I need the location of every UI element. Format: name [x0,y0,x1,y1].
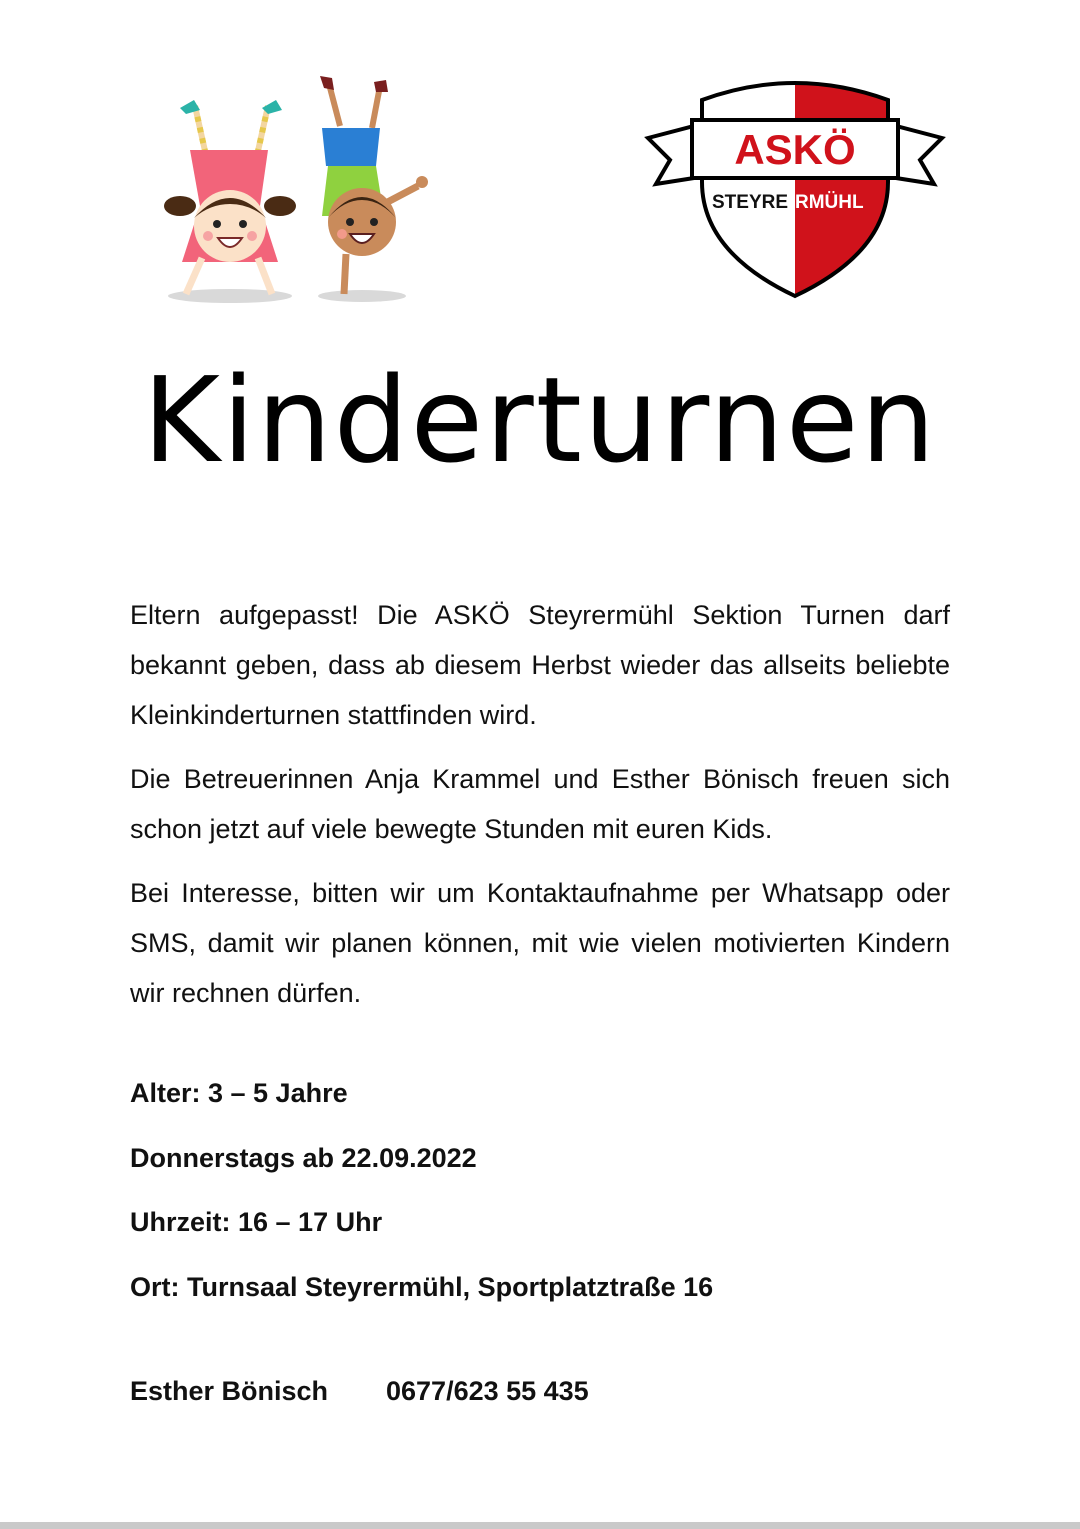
contact-name: Esther Bönisch [130,1376,329,1406]
intro-text [130,590,950,1032]
paragraph-contact-request: Bei Interesse, bitten wir um Kontaktaufnahme per Whatsapp oder SMS, damit wir planen können, mit wie vielen motivierten Kindern wir rechnen dürfen. [130,878,950,1008]
info-age: Alter: 3 – 5 Jahre [130,1078,348,1108]
logo-bottom-text-right: RMÜHL [795,192,864,213]
paragraph-announcement: Eltern aufgepasst! Die ASKÖ Steyrermühl Sektion Turnen darf bekannt geben, dass ab diesem Herbst wieder das allseits beliebte Kleinkinderturnen stattfinden wird. [130,600,950,730]
page-title: Kinderturnen [142,351,938,489]
info-day: Donnerstags ab 22.09.2022 [130,1143,477,1173]
contact-line [130,1376,589,1407]
contact-phone: 0677/623 55 435 [386,1376,589,1406]
info-place: Ort: Turnsaal Steyrermühl, Sportplatztraße 16 [130,1272,714,1302]
info-time: Uhrzeit: 16 – 17 Uhr [130,1207,383,1237]
bottom-divider [0,1522,1080,1529]
logo-top-text: ASKÖ [734,126,856,173]
logo-bottom-text-left: STEYRE [712,192,789,213]
paragraph-trainers: Die Betreuerinnen Anja Krammel und Esther Bönisch freuen sich schon jetzt auf viele bewegte Stunden mit euren Kids. [130,764,950,844]
handstand-kids-illustration [150,66,450,311]
asko-steyrermuehl-logo [640,72,950,304]
